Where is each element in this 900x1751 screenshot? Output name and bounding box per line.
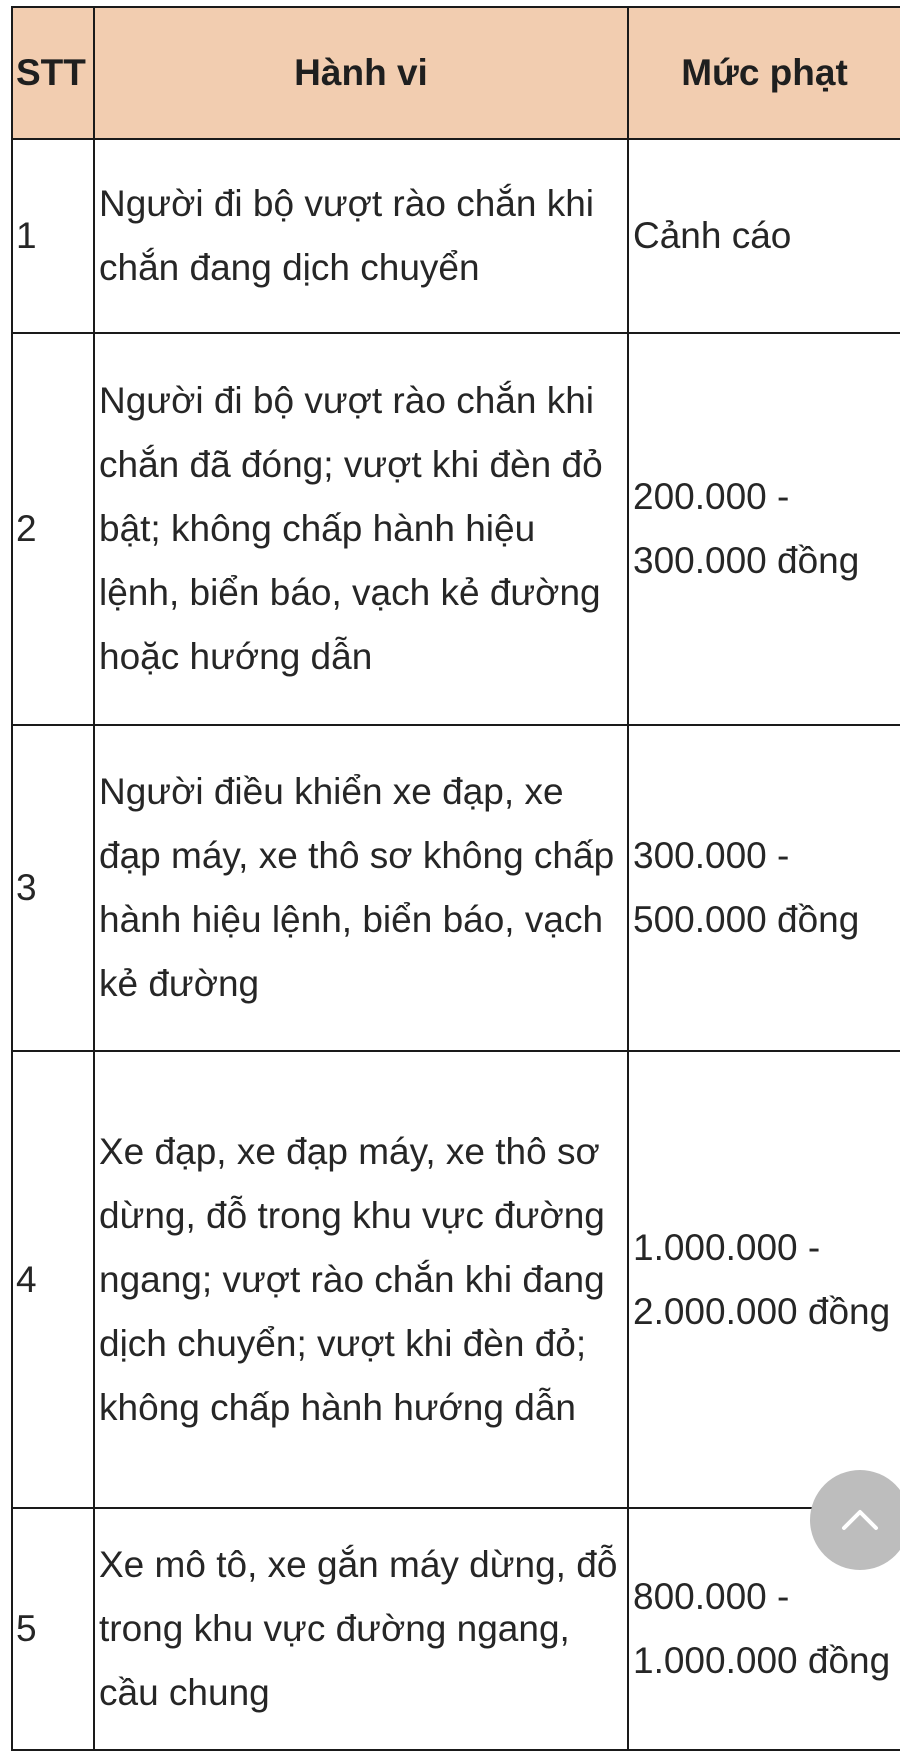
- fines-table: [11, 6, 900, 1751]
- table-row: [12, 1508, 900, 1750]
- table-row: [12, 333, 900, 725]
- row-stt: 5: [12, 1508, 94, 1750]
- row-penalty: 1.000.000 - 2.000.000 đồng: [628, 1051, 900, 1508]
- row-penalty: 300.000 - 500.000 đồng: [628, 725, 900, 1051]
- row-behavior: Người đi bộ vượt rào chắn khi chắn đã đóng; vượt khi đèn đỏ bật; không chấp hành hiệu lệnh, biển báo, vạch kẻ đường hoặc hướng dẫn: [94, 333, 628, 725]
- header-penalty: Mức phạt: [628, 7, 900, 139]
- row-behavior: Xe đạp, xe đạp máy, xe thô sơ dừng, đỗ trong khu vực đường ngang; vượt rào chắn khi đang dịch chuyển; vượt khi đèn đỏ; không chấp hành hướng dẫn: [94, 1051, 628, 1508]
- table-row: [12, 725, 900, 1051]
- row-behavior: Người điều khiển xe đạp, xe đạp máy, xe thô sơ không chấp hành hiệu lệnh, biển báo, vạch kẻ đường: [94, 725, 628, 1051]
- row-behavior: Người đi bộ vượt rào chắn khi chắn đang dịch chuyển: [94, 139, 628, 333]
- row-behavior: Xe mô tô, xe gắn máy dừng, đỗ trong khu vực đường ngang, cầu chung: [94, 1508, 628, 1750]
- table-header-row: [12, 7, 900, 139]
- chevron-up-icon: [840, 1508, 880, 1532]
- scroll-to-top-button[interactable]: [810, 1470, 900, 1570]
- table-row: [12, 139, 900, 333]
- table-row: [12, 1051, 900, 1508]
- header-stt: STT: [12, 7, 94, 139]
- row-penalty: 800.000 - 1.000.000 đồng: [628, 1508, 900, 1750]
- row-penalty: 200.000 - 300.000 đồng: [628, 333, 900, 725]
- row-stt: 3: [12, 725, 94, 1051]
- row-stt: 1: [12, 139, 94, 333]
- row-stt: 2: [12, 333, 94, 725]
- row-stt: 4: [12, 1051, 94, 1508]
- row-penalty: Cảnh cáo: [628, 139, 900, 333]
- header-behavior: Hành vi: [94, 7, 628, 139]
